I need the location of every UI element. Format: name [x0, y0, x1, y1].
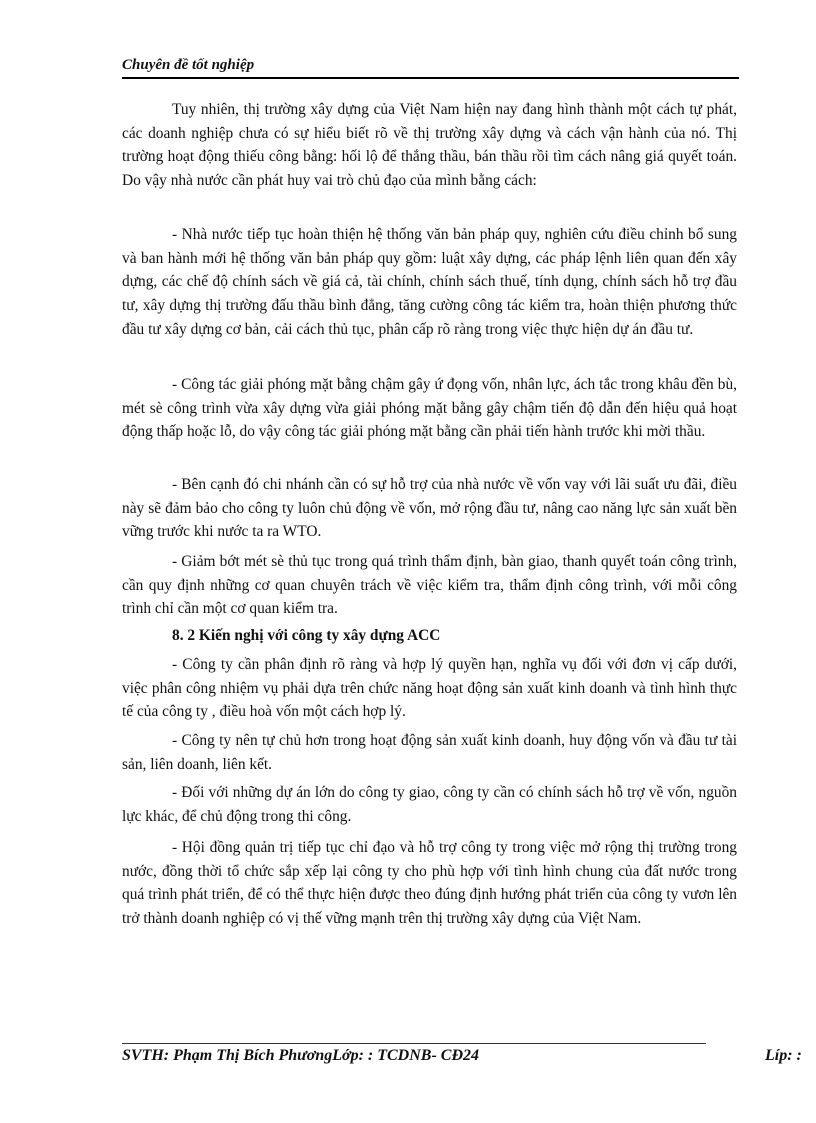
footer-class: Líp: : — [765, 1047, 802, 1064]
paragraph: - Đối với những dự án lớn do công ty giao, công ty cần có chính sách hỗ trợ về vốn, nguồn lực khác, để chủ động trong thi công. — [122, 784, 737, 825]
paragraph: - Công ty cần phân định rõ ràng và hợp lý quyền hạn, nghĩa vụ đối với đơn vị cấp dưới, việc phân công nhiệm vụ phải dựa trên chức năng hoạt động sản xuất kinh doanh và tình hình thực tế của công ty , điều hoà vốn một cách hợp lý. — [122, 656, 737, 721]
paragraph: - Bên cạnh đó chi nhánh cần có sự hỗ trợ của nhà nước về vốn vay với lãi suất ưu đãi, điều này sẽ đảm bảo cho công ty luôn chủ động về vốn, mở rộng đầu tư, nâng cao năng lực sản xuất bền vững trước khi nước ta ra WTO. — [122, 476, 737, 541]
header-rule — [122, 77, 739, 79]
paragraph: - Hội đồng quản trị tiếp tục chỉ đạo và hỗ trợ công ty trong việc mở rộng thị trường trong nước, đồng thời tổ chức sắp xếp lại công ty cho phù hợp với tình hình chung của đất nước trong quá trình phát triển, để có thể thực hiện được theo đúng định hướng phát triển của công ty vươn lên trở thành doanh nghiệp có vị thế vững mạnh trên thị trường xây dựng của Việt Nam. — [122, 839, 737, 928]
paragraph: - Nhà nước tiếp tục hoàn thiện hệ thống văn bản pháp quy, nghiên cứu điều chỉnh bổ sung và ban hành mới hệ thống văn bản pháp quy gồm: luật xây dựng, các pháp lệnh liên quan đến xây dựng, các chế độ chính sách về giá cả, tài chính, chính sách thuế, tính dụng, chính sách hỗ trợ đầu tư, xây dựng thị trường đấu thầu bình đẳng, tăng cường công tác kiểm tra, hoàn thiện phương thức đầu tư xây dựng cơ bản, cải cách thủ tục, phân cấp rõ ràng trong việc thực hiện dự án đầu tư. — [122, 226, 737, 338]
paragraph: Tuy nhiên, thị trường xây dựng của Việt Nam hiện nay đang hình thành một cách tự phát, các doanh nghiệp chưa có sự hiểu biết rõ về thị trường xây dựng và cách vận hành của nó. Thị trường hoạt động thiếu công bằng: hối lộ để thắng thầu, bán thầu rồi tìm cách nâng giá quyết toán. Do vậy nhà nước cần phát huy vai trò chủ đạo của mình bằng cách: — [122, 101, 737, 190]
footer-student: SVTH: Phạm Thị Bích PhươngLớp: : TCDNB- CĐ24 — [122, 1047, 480, 1064]
paragraph: - Công tác giải phóng mặt bằng chậm gây ứ đọng vốn, nhân lực, ách tắc trong khâu đền bù, mét sè công trình vừa xây dựng vừa giải phóng mặt bằng gây chậm tiến độ dẫn đến hiệu quả hoạt động thấp hoặc lỗ, do vậy công tác giải phóng mặt bằng cần phải tiến hành trước khi mời thầu. — [122, 376, 737, 441]
running-header: Chuyên đề tốt nghiệp — [122, 57, 255, 73]
section-heading: 8. 2 Kiến nghị với công ty xây dựng ACC — [172, 627, 441, 644]
paragraph: - Công ty nên tự chủ hơn trong hoạt động sản xuất kinh doanh, huy động vốn và đầu tư tài sản, liên doanh, liên kết. — [122, 732, 737, 773]
footer-rule — [122, 1043, 706, 1044]
paragraph: - Giảm bớt mét sè thủ tục trong quá trình thẩm định, bàn giao, thanh quyết toán công trình, cần quy định những cơ quan chuyên trách về việc kiểm tra, thẩm định công trình, với mỗi công trình chỉ cần một cơ quan kiểm tra. — [122, 553, 737, 618]
